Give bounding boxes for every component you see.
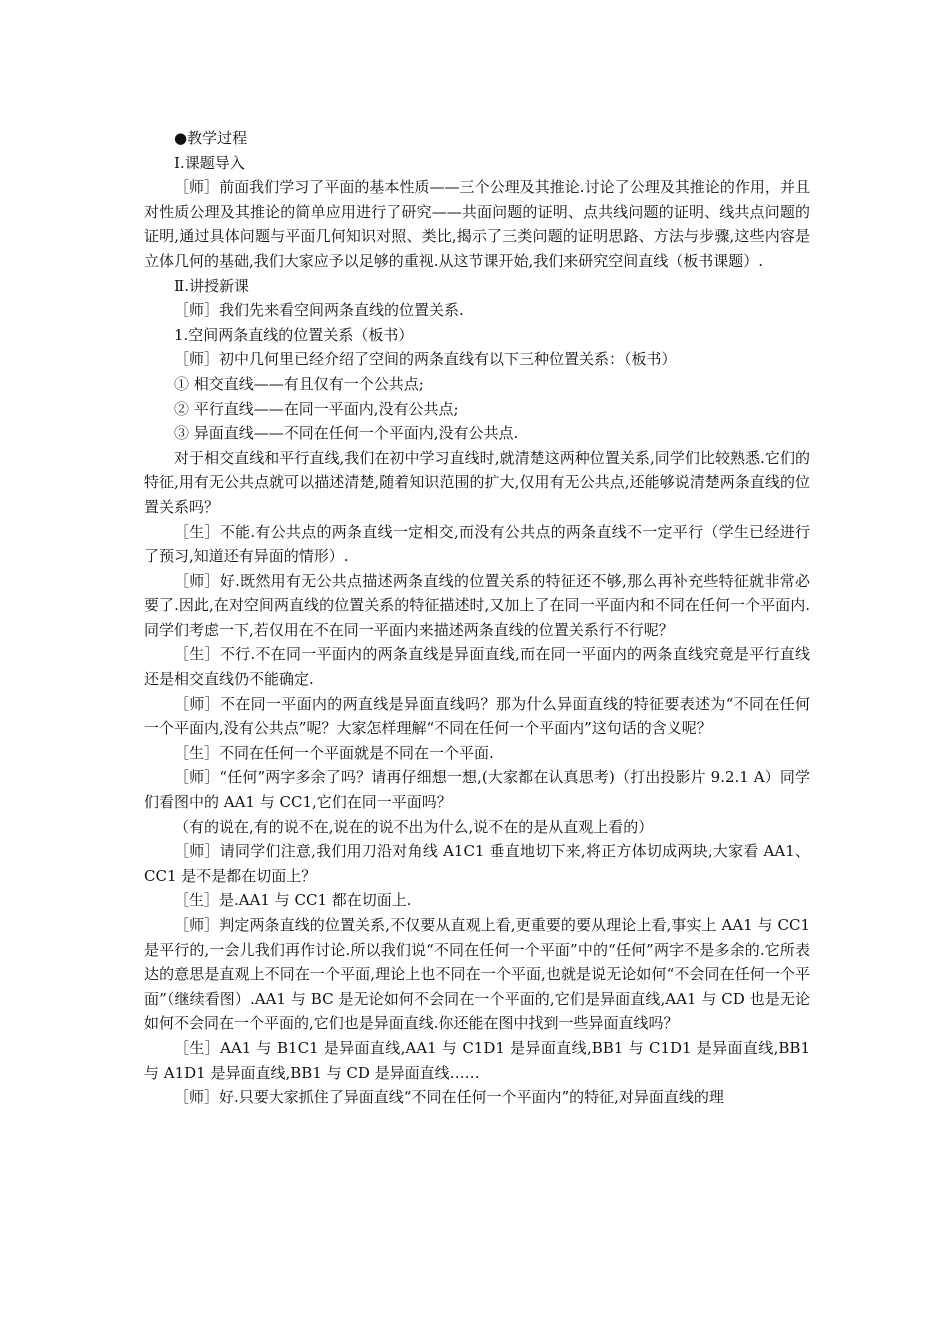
document-page xyxy=(144,126,810,1110)
paragraph: ［师］请同学们注意,我们用刀沿对角线 A1C1 垂直地切下来,将正方体切成两块,大家看 AA1、CC1 是不是都在切面上？ xyxy=(144,842,810,885)
subsection-heading: Ⅱ.讲授新课 xyxy=(174,276,249,295)
paragraph: ［生］AA1 与 B1C1 是异面直线,AA1 与 C1D1 是异面直线,BB1 与 C1D1 是异面直线,BB1 与 A1D1 是异面直线,BB1 与 CD 是异面直线…… xyxy=(144,1038,810,1082)
paragraph: ［师］前面我们学习了平面的基本性质——三个公理及其推论.讨论了公理及其推论的作用，并且对性质公理及其推论的简单应用进行了研究——共面问题的证明、点共线问题的证明、线共点问题的证明,通过具体问题与平面几何知识对照、类比,揭示了三类问题的证明思路、方法与步骤,这些内容是立体几何的基础,我们大家应予以足够的重视.从这节课开始,我们来研究空间直线（板书课题）. xyxy=(144,178,810,270)
paragraph: ［师］判定两条直线的位置关系,不仅要从直观上看,更重要的要从理论上看,事实上 AA1 与 CC1 是平行的,一会儿我们再作讨论.所以我们说“不同在任何一个平面”中的“任何”两字不是多余的.它所表达的意思是直观上不同在一个平面,理论上也不同在一个平面,也就是说无论如何“不会同在任何一个平面”（继续看图）.AA1 与 BC 是无论如何不会同在一个平面的,它们是异面直线,AA1 与 CD 也是无论如何不会同在一个平面的,它们也是异面直线.你还能在图中找到一些异面直线吗？ xyxy=(144,916,810,1033)
paragraph: ［师］初中几何里已经介绍了空间的两条直线有以下三种位置关系：（板书） xyxy=(174,350,677,369)
paragraph: （有的说在,有的说不在,说在的说不出为什么,说不在的是从直观上看的） xyxy=(174,817,654,836)
paragraph: ［师］我们先来看空间两条直线的位置关系. xyxy=(174,301,464,320)
paragraph: ［师］好.既然用有无公共点描述两条直线的位置关系的特征还不够,那么再补充些特征就非常必要了.因此,在对空间两直线的位置关系的特征描述时,又加上了在同一平面内和不同在任何一个平面内.同学们考虑一下,若仅用在不在同一平面内来描述两条直线的位置关系行不行呢？ xyxy=(144,571,810,639)
paragraph: ［生］不能.有公共点的两条直线一定相交,而没有公共点的两条直线不一定平行（学生已经进行了预习,知道还有异面的情形）. xyxy=(144,522,810,566)
section-heading: ●教学过程 xyxy=(174,129,248,147)
subsection-heading: Ⅰ.课题导入 xyxy=(174,153,245,172)
list-item: ① 相交直线——有且仅有一个公共点; xyxy=(174,374,424,393)
list-item: ② 平行直线——在同一平面内,没有公共点; xyxy=(174,399,459,418)
paragraph: ［师］“任何”两字多余了吗？请再仔细想一想,(大家都在认真思考)（打出投影片 9.2.1 A）同学们看图中的 AA1 与 CC1,它们在同一平面吗？ xyxy=(144,768,810,812)
paragraph: 对于相交直线和平行直线,我们在初中学习直线时,就清楚这两种位置关系,同学们比较熟悉.它们的特征,用有无公共点就可以描述清楚,随着知识范围的扩大,仅用有无公共点,还能够说清楚两条直线的位置关系吗？ xyxy=(144,448,810,516)
paragraph: ［师］好.只要大家抓住了异面直线“不同在任何一个平面内”的特征,对异面直线的理 xyxy=(174,1088,724,1107)
paragraph: ［师］不在同一平面内的两直线是异面直线吗？那为什么异面直线的特征要表述为“不同在任何一个平面内,没有公共点”呢？大家怎样理解“不同在任何一个平面内”这句话的含义呢？ xyxy=(144,694,810,738)
paragraph: 1.空间两条直线的位置关系（板书） xyxy=(174,325,414,344)
paragraph: ［生］不行.不在同一平面内的两条直线是异面直线,而在同一平面内的两条直线究竟是平行直线还是相交直线仍不能确定. xyxy=(144,645,810,689)
paragraph: ［生］不同在任何一个平面就是不同在一个平面. xyxy=(174,743,494,762)
list-item: ③ 异面直线——不同在任何一个平面内,没有公共点. xyxy=(174,424,519,443)
paragraph: ［生］是.AA1 与 CC1 都在切面上. xyxy=(174,891,412,910)
